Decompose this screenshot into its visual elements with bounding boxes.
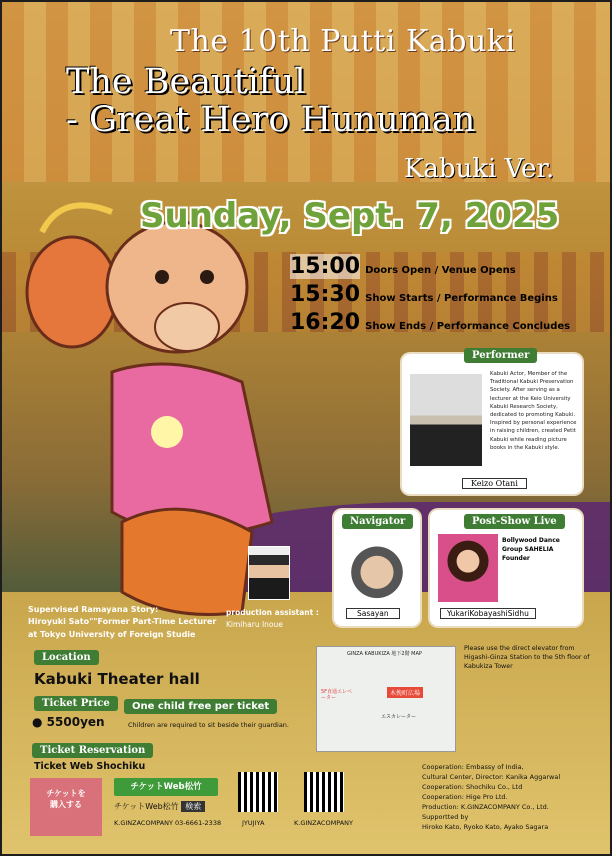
poster-version: Kabuki Ver. <box>404 154 555 184</box>
map-elevator: 5F直通エレベーター <box>321 689 353 701</box>
supervised-line2: Hiroyuki Sato""Former Part-Time Lecturer <box>28 617 217 626</box>
search-button[interactable]: 検索 <box>181 801 205 812</box>
schedule-desc: Show Ends / Performance Concludes <box>365 321 571 332</box>
ticket-price <box>32 715 105 729</box>
ticket-price-label: Ticket Price <box>34 696 118 711</box>
poster-subtitle: The 10th Putti Kabuki <box>170 24 516 59</box>
ticket-web-search-text: チケットWeb松竹 <box>114 802 179 811</box>
child-free-badge: One child free per ticket <box>124 699 277 714</box>
performer-photo <box>410 374 482 466</box>
buy-ticket-line1: チケットを <box>46 789 86 798</box>
supervised-line3: at Tokyo University of Foreign Studie <box>28 630 196 639</box>
cooperation-list <box>422 762 602 832</box>
ticket-reservation-label: Ticket Reservation <box>32 743 153 758</box>
performer-bio: Kabuki Actor, Member of the Traditional Kabuki Preservation Society. After serving as a lecturer at the Keio University Kabuki Research Society, dedicated to promoting Kabuki. Inspired by personal experience in raising children, created Petit Kabuki while reading picture books in the Kabuki style. <box>490 371 577 451</box>
ticket-price-value: 5500yen <box>46 715 105 729</box>
location-label: Location <box>34 650 99 665</box>
schedule-desc: Doors Open / Venue Opens <box>365 265 516 276</box>
cooperation-line: Cooperation: Shochiku Co., Ltd <box>422 783 523 791</box>
assistant-role: production assistant : <box>226 608 319 617</box>
cooperation-line: Supportted by <box>422 813 469 821</box>
map-title: GINZA KABUKIZA 地下2階 MAP <box>347 651 422 657</box>
bullet-icon: ● <box>32 715 43 729</box>
post-show-group: Bollywood Dance Group SAHELIA Founder <box>502 537 560 562</box>
cooperation-line: Cooperation: Hige Pro Ltd. <box>422 793 508 801</box>
buy-ticket-line2: 購入する <box>50 800 82 809</box>
qr-code-kginza[interactable] <box>304 772 344 812</box>
post-show-photo <box>438 534 498 602</box>
poster-title-line2: - Great Hero Hunuman <box>66 100 476 140</box>
qr-code-jyujiya[interactable] <box>238 772 278 812</box>
poster-title-line1: The Beautiful <box>66 62 306 102</box>
ticket-web-search[interactable] <box>114 801 205 812</box>
performer-name: Keizo Otani <box>462 478 527 489</box>
supervised-line1: Supervised Ramayana Story: <box>28 605 159 614</box>
schedule-desc: Show Starts / Performance Begins <box>365 293 558 304</box>
buy-ticket-button[interactable] <box>30 778 102 836</box>
assistant-photo <box>248 546 290 600</box>
qr-label-kginza: K.GINZACOMPANY <box>294 819 353 827</box>
performer-card <box>402 350 582 494</box>
ticket-web-line: Ticket Web Shochiku <box>34 761 146 772</box>
schedule <box>290 254 590 338</box>
post-show-card <box>430 510 582 626</box>
schedule-time: 15:00 <box>290 254 361 279</box>
navigator-heading: Navigator <box>342 514 413 529</box>
schedule-row <box>290 254 590 282</box>
event-date: Sunday, Sept. 7, 2025 <box>140 196 560 236</box>
child-note: Children are required to sit beside their guardian. <box>128 721 289 729</box>
post-show-name: YukariKobayashiSidhu <box>440 608 536 619</box>
qr-label-jyujiya: JYUJIYA <box>242 819 265 827</box>
ticket-web-logo[interactable]: チケットWeb松竹 <box>114 778 218 796</box>
navigator-name: Sasayan <box>346 608 400 619</box>
venue-map <box>316 646 456 752</box>
schedule-row <box>290 282 590 310</box>
assistant-name: Kimiharu Inoue <box>226 620 283 629</box>
cooperation-line: Hiroko Kato, Ryoko Kato, Ayako Sagara <box>422 823 549 831</box>
navigator-card <box>334 510 420 626</box>
schedule-time: 16:20 <box>290 310 361 335</box>
performer-heading: Performer <box>464 348 537 363</box>
schedule-time: 15:30 <box>290 282 361 307</box>
map-note: Please use the direct elevator from Higashi-Ginza Station to the 5th floor of Kabukiza Tower <box>464 645 590 670</box>
cooperation-line: Cooperation: Embassy of India, <box>422 763 524 771</box>
cooperation-line: Cultural Center, Director: Kanika Aggarwal <box>422 773 561 781</box>
navigator-photo <box>348 536 406 602</box>
map-escalator: エスカレーター <box>381 714 417 720</box>
location-venue: Kabuki Theater hall <box>34 670 200 688</box>
cooperation-line: Production: K.GINZACOMPANY Co., Ltd. <box>422 803 549 811</box>
post-show-heading: Post-Show Live <box>464 514 565 529</box>
schedule-row <box>290 310 590 338</box>
contact-line: K.GINZACOMPANY 03-6661-2338 <box>114 819 222 827</box>
map-plaza: 木挽町広場 <box>387 687 423 698</box>
